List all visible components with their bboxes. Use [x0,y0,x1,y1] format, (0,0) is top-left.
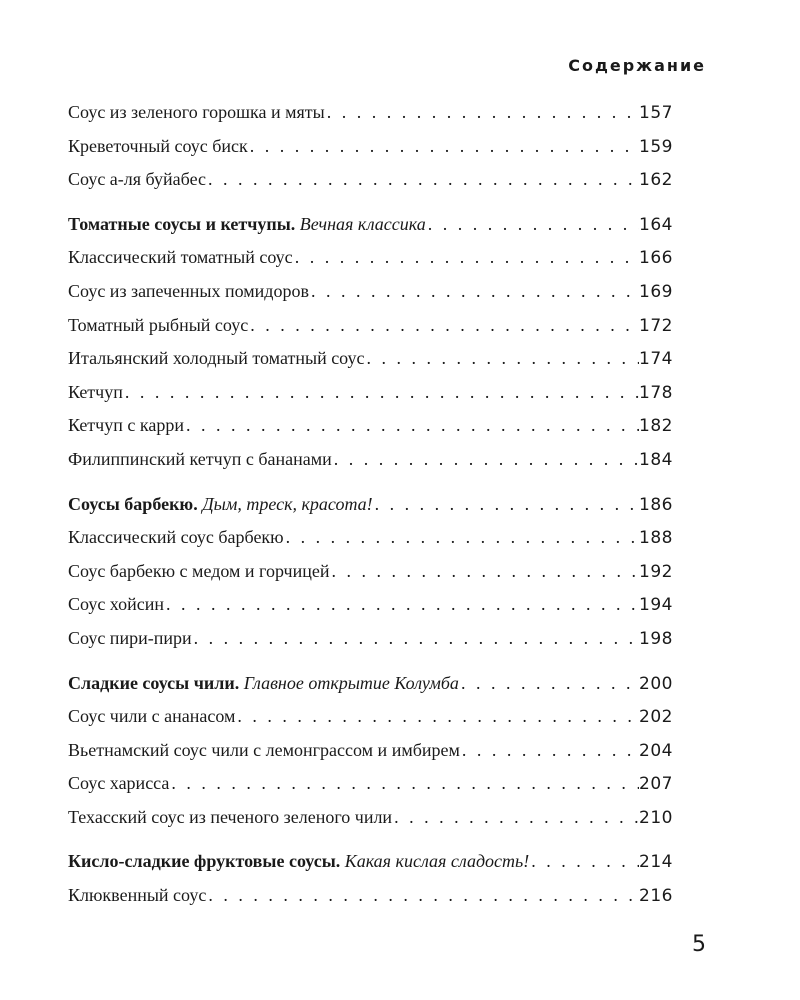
dot-leader [459,667,639,701]
entry-title: Соус а-ля буйабес [68,169,206,190]
dot-leader [332,443,639,477]
entry-page: 182 [639,416,673,437]
toc-section-heading[interactable] [68,667,673,701]
entry-page: 169 [639,281,673,302]
dot-leader [293,241,639,275]
dot-leader [325,96,639,130]
dot-leader [164,588,639,622]
dot-leader [365,342,640,376]
toc-section-heading[interactable] [68,208,673,242]
section-subtitle: Дым, треск, красота! [202,493,373,514]
toc-entry[interactable] [68,376,673,410]
toc-entry[interactable] [68,309,673,343]
entry-page: 178 [639,382,673,403]
entry-page: 174 [639,349,673,370]
toc-entry[interactable] [68,588,673,622]
toc-section-heading[interactable] [68,488,673,522]
toc-entry[interactable] [68,130,673,164]
section-name: Кисло-сладкие фруктовые соусы. [68,851,341,872]
entry-page: 162 [639,170,673,191]
entry-title: Техасский соус из печеного зеленого чили [68,806,393,827]
entry-title: Соус харисса [68,773,170,794]
dot-leader [460,734,639,768]
entry-page: 159 [639,136,673,157]
dot-leader [184,409,639,443]
toc-entry[interactable] [68,342,673,376]
entry-page: 184 [639,449,673,470]
entry-page: 186 [639,494,673,515]
toc-entry[interactable] [68,443,673,477]
dot-leader [248,309,639,343]
table-of-contents [68,96,673,924]
dot-leader [123,376,639,410]
entry-page: 210 [639,807,673,828]
entry-page: 198 [639,628,673,649]
dot-leader [529,845,639,879]
section-name: Сладкие соусы чили. [68,672,240,693]
section-title [68,667,459,701]
toc-section-heading[interactable] [68,845,673,879]
dot-leader [284,521,639,555]
entry-title: Соус из зеленого горошка и мяты [68,102,325,122]
dot-leader [248,130,639,164]
toc-entry[interactable] [68,555,673,589]
toc-group [68,96,673,197]
toc-entry[interactable] [68,801,673,835]
entry-page: 216 [639,886,673,907]
dot-leader [329,555,639,589]
toc-group [68,845,673,912]
section-subtitle: Вечная классика [299,213,426,234]
entry-page: 200 [639,673,673,694]
entry-title: Клюквенный соус [68,885,207,906]
entry-page: 214 [639,852,673,873]
toc-entry[interactable] [68,700,673,734]
entry-page: 166 [639,248,673,269]
entry-title: Филиппинский кетчуп с бананами [68,448,332,469]
entry-title: Соус барбекю с медом и горчицей [68,560,330,581]
section-title [68,208,426,242]
entry-page: 164 [639,214,673,235]
toc-entry[interactable] [68,96,673,130]
entry-page: 202 [639,707,673,728]
dot-leader [169,767,639,801]
toc-entry[interactable] [68,622,673,656]
section-title [68,845,529,879]
entry-title: Креветочный соус биск [68,135,248,156]
entry-title: Соус чили с ананасом [68,706,236,727]
toc-group [68,208,673,477]
entry-title: Классический соус барбекю [68,527,284,548]
entry-page: 204 [639,740,673,761]
entry-page: 172 [639,315,673,336]
entry-title: Соус пири-пири [68,627,192,648]
entry-page: 194 [639,595,673,616]
page-number: 5 [692,932,706,957]
dot-leader [206,879,639,913]
entry-title: Соус хойсин [68,594,165,615]
section-title [68,488,373,522]
dot-leader [373,488,639,522]
toc-entry[interactable] [68,409,673,443]
dot-leader [206,163,639,197]
dot-leader [235,700,639,734]
section-name: Томатные соусы и кетчупы. [68,213,296,234]
entry-title: Соус из запеченных помидоров [68,280,309,301]
toc-entry[interactable] [68,767,673,801]
section-subtitle: Главное открытие Колумба [243,672,459,693]
section-subtitle: Какая кислая сладость! [344,851,530,872]
entry-title: Томатный рыбный соус [68,314,249,335]
dot-leader [192,622,639,656]
page-header: Содержание [568,56,706,75]
toc-entry[interactable] [68,163,673,197]
toc-entry[interactable] [68,521,673,555]
entry-page: 157 [639,103,673,123]
entry-page: 192 [639,561,673,582]
dot-leader [426,208,639,242]
toc-entry[interactable] [68,241,673,275]
entry-page: 188 [639,528,673,549]
section-name: Соусы барбекю. [68,493,198,514]
toc-group [68,667,673,835]
toc-entry[interactable] [68,879,673,913]
entry-title: Кетчуп [68,381,123,402]
toc-entry[interactable] [68,275,673,309]
dot-leader [392,801,639,835]
entry-title: Классический томатный соус [68,247,293,268]
toc-group [68,488,673,656]
entry-title: Итальянский холодный томатный соус [68,348,365,369]
entry-title: Кетчуп с карри [68,415,184,436]
entry-page: 207 [639,774,673,795]
dot-leader [309,275,639,309]
toc-entry[interactable] [68,734,673,768]
entry-title: Вьетнамский соус чили с лемонграссом и имбирем [68,739,460,760]
